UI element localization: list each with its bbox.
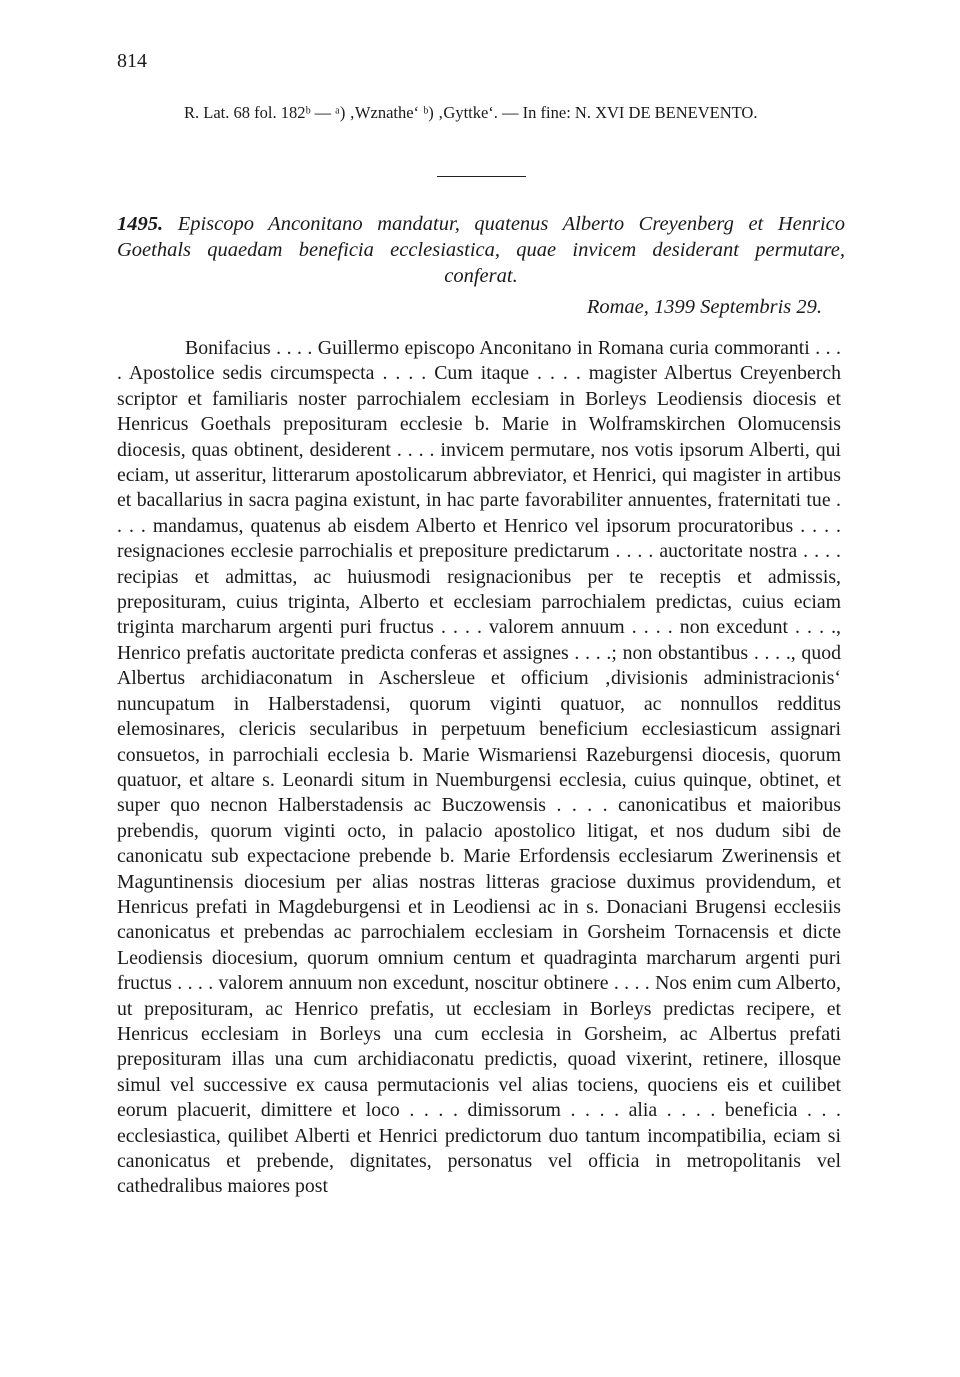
section-divider: [437, 176, 526, 177]
entry-heading: [117, 211, 845, 289]
entry-summary: Episcopo Anconitano mandatur, quatenus Alberto Creyenberg et Henrico Goethals quaedam beneficia ecclesiastica, quae invicem desiderant permutare, conferat.: [117, 213, 845, 287]
entry-dateline: Romae, 1399 Septembris 29.: [586, 296, 822, 318]
entry-number: 1495.: [117, 213, 164, 235]
source-apparatus-note: R. Lat. 68 fol. 182ᵇ — ᵃ) ‚Wznathe‘ ᵇ) ‚Gyttke‘. — In fine: N. XVI DE BENEVENTO.: [184, 103, 758, 122]
entry-body-text: Bonifacius . . . . Guillermo episcopo Anconitano in Romana curia commoranti . . . . Apostolice sedis circumspecta . . . . Cum itaque . . . . magister Albertus Creyenberch scriptor et familiaris noster parrochialem ecclesiam in Borleys Leodiensis diocesis et Henricus Goethals preposituram ecclesie b. Marie in Wolframskirchen Olomucensis diocesis, quas obtinent, desiderent . . . . invicem permutare, nos votis ipsorum Alberti, qui eciam, ut asseritur, litterarum apostolicarum abbreviator, et Henrici, qui magister in artibus et bacallarius in sacra pagina existunt, in hac parte favorabiliter annuentes, fraternitati tue . . . . mandamus, quatenus ab eisdem Alberto et Henrico vel ipsorum procuratoribus . . . . resignaciones ecclesie parrochialis et prepositure predictarum . . . . auctoritate nostra . . . . recipias et admittas, ac huiusmodi resignacionibus per te receptis et admissis, preposituram, cuius triginta, Alberto et ecclesiam parrochialem predictas, cuius eciam triginta marcharum argenti puri fructus . . . . valorem annuum . . . . non excedunt . . . ., Henrico prefatis auctoritate predicta conferas et assignes . . . .; non obstantibus . . . ., quod Albertus archidiaconatum in Aschersleue et officium ‚divisionis administracionis‘ nuncupatum in Halberstadensi, quorum viginti quatuor, ac nonnullos redditus elemosinares, clericis secularibus in perpetuum beneficium ecclesiasticum assignari consuetos, in parrochiali ecclesia b. Marie Wismariensi Razeburgensi diocesis, quorum quatuor, et altare s. Leonardi situm in Nuemburgensi ecclesia, cuius quinque, obtinet, et super quo necnon Halberstadensis ac Buczowensis . . . . canonicatibus et maioribus prebendis, quorum viginti octo, in palacio apostolico litigat, et nos dudum sibi de canonicatu sub expectacione prebende b. Marie Erfordensis ecclesiarum Zwerinensis et Maguntinensis diocesium per alias nostras litteras graciose duximus providendum, et Henricus prefati in Magdeburgensi et in Leodiensi ac in s. Donaciani Brugensi ecclesiis canonicatus et prebendas ac parrochialem ecclesiam in Gorsheim Tornacensis et dicte Leodiensis diocesium, quorum omnium centum et quadraginta marcharum argenti puri fructus . . . . valorem annuum non excedunt, noscitur obtinere . . . . Nos enim cum Alberto, ut preposituram, ac Henrico prefatis, ut ecclesiam in Borleys predictas recipere, et Henricus ecclesiam in Borleys una cum ecclesia in Gorsheim, ac Albertus prefati preposituram illas una cum archidiaconatu predictis, quoad vixerint, retinere, illosque simul vel successive ex causa permutacionis vel alias tociens, quociens eis et cuilibet eorum placuerit, dimittere et loco . . . . dimissorum . . . . alia . . . . beneficia . . . ecclesiastica, quilibet Alberti et Henrici predictorum duo tantum incompatibilia, eciam si canonicatus et prebende, dignitates, personatus vel officia in metropolitanis vel cathedralibus maiores post: [117, 337, 841, 1198]
page-number: 814: [117, 50, 147, 72]
